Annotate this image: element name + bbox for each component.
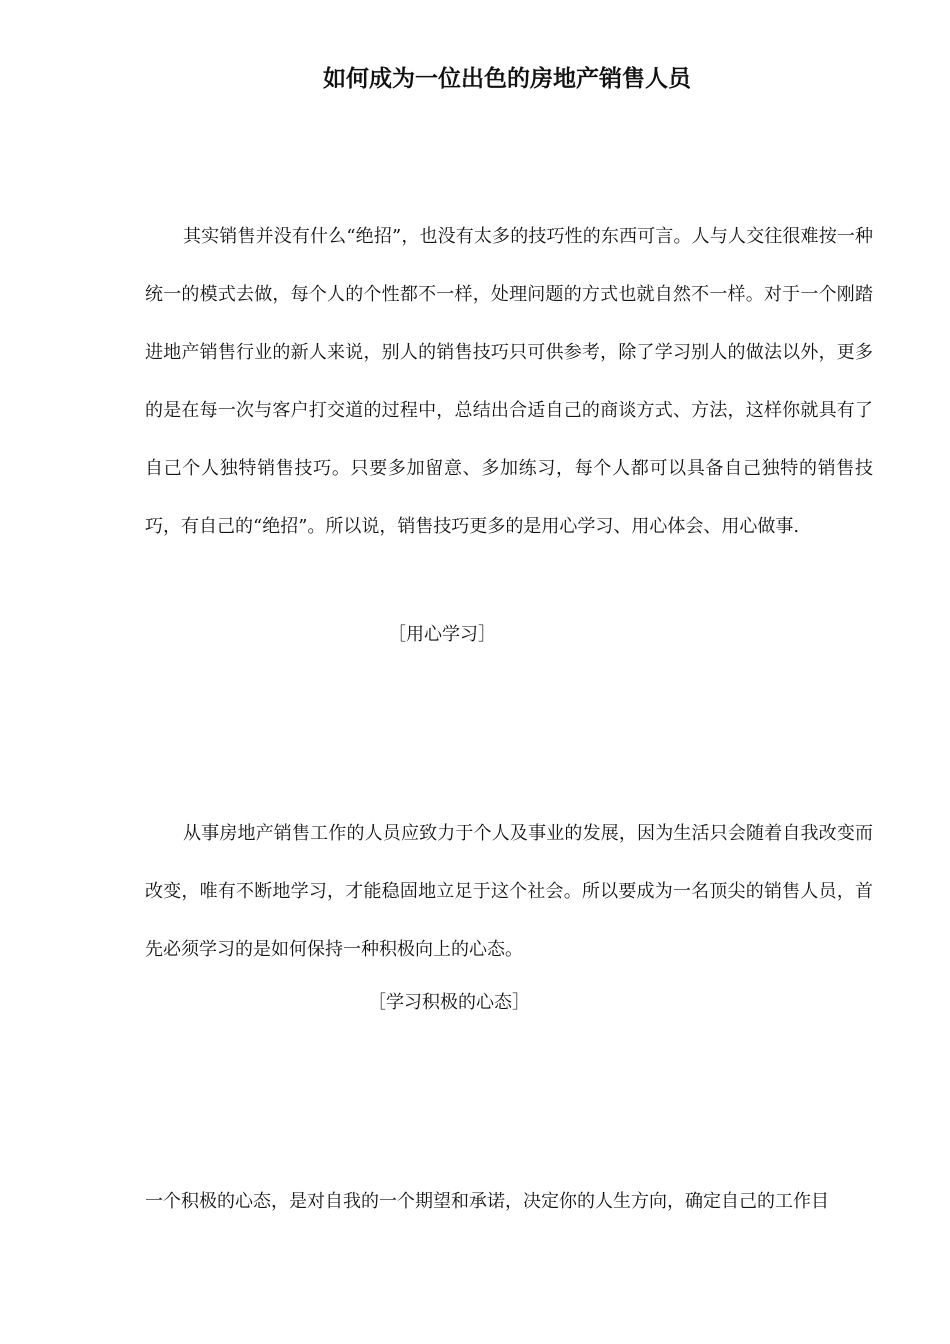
paragraph-positive-mindset: 一个积极的心态，是对自我的一个期望和承诺，决定你的人生方向，确定自己的工作目 bbox=[145, 1191, 829, 1212]
section-heading-positive-mindset: ［学习积极的心态］ bbox=[368, 992, 530, 1013]
section-heading-study: ［用心学习］ bbox=[388, 624, 496, 645]
paragraph-study: 从事房地产销售工作的人员应致力于个人及事业的发展，因为生活只会随着自我改变而改变，唯有不断地学习，才能稳固地立足于这个社会。所以要成为一名顶尖的销售人员，首先必须学习的是如何保持一种积极向上的心态。 bbox=[145, 823, 873, 960]
document-title: 如何成为一位出色的房地产销售人员 bbox=[323, 65, 691, 92]
paragraph-intro: 其实销售并没有什么“绝招”，也没有太多的技巧性的东西可言。人与人交往很难按一种统一的模式去做，每个人的个性都不一样，处理问题的方式也就自然不一样。对于一个刚踏进地产销售行业的新人来说，别人的销售技巧只可供参考，除了学习别人的做法以外，更多的是在每一次与客户打交道的过程中，总结出合适自己的商谈方式、方法，这样你就具有了自己个人独特销售技巧。只要多加留意、多加练习，每个人都可以具备自己独特的销售技巧，有自己的“绝招”。所以说，销售技巧更多的是用心学习、用心体会、用心做事. bbox=[145, 226, 873, 537]
